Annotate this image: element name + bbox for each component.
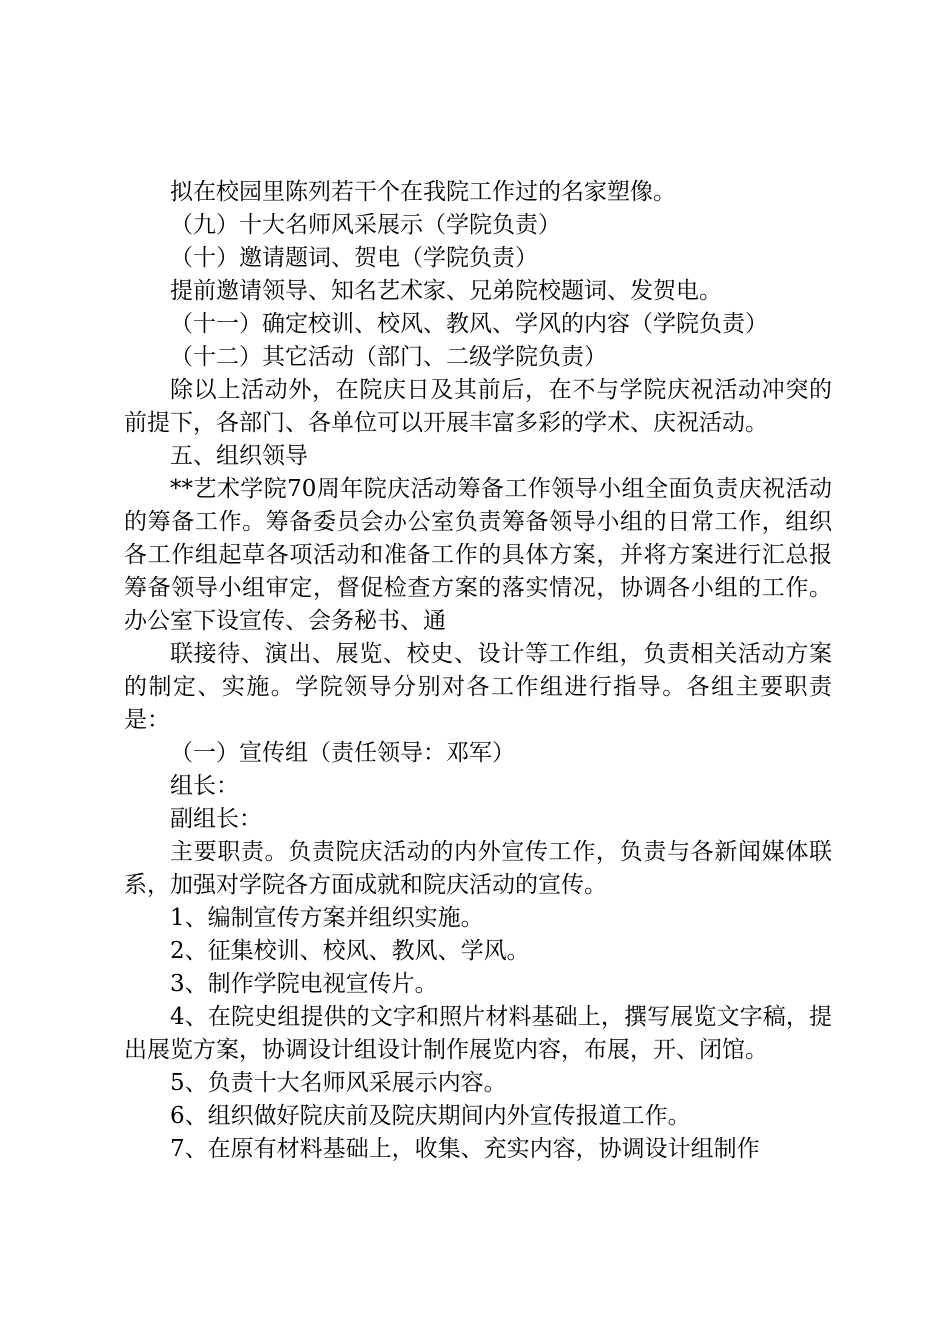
paragraph: （九）十大名师风采展示（学院负责）	[170, 212, 561, 238]
paragraph: **艺术学院70周年院庆活动筹备工作领导小组全面负责庆祝活动的筹备工作。筹备委员会办公室负责筹备领导小组的日常工作，组织各工作组起草各项活动和准备工作的具体方案，并将方案进行汇总报筹备领导小组审定，督促检查方案的落实情况，协调各小组的工作。办公室下设宣传、会务秘书、通	[124, 476, 832, 634]
list-item: 1、编制宣传方案并组织实施。	[170, 905, 484, 931]
paragraph: 组长：	[170, 773, 239, 799]
paragraph: 提前邀请领导、知名艺术家、兄弟院校题词、发贺电。	[170, 278, 722, 304]
list-item: 5、负责十大名师风采展示内容。	[170, 1070, 507, 1096]
paragraph: 除以上活动外，在院庆日及其前后，在不与学院庆祝活动冲突的前提下，各部门、各单位可以开展丰富多彩的学术、庆祝活动。	[124, 377, 832, 436]
list-item: 3、制作学院电视宣传片。	[170, 971, 438, 997]
paragraph: （十二）其它活动（部门、二级学院负责）	[170, 344, 607, 370]
paragraph: （十一）确定校训、校风、教风、学风的内容（学院负责）	[170, 311, 768, 337]
list-item: 6、组织做好院庆前及院庆期间内外宣传报道工作。	[170, 1103, 691, 1129]
section-heading: 五、组织领导	[170, 443, 308, 469]
paragraph: 副组长：	[170, 806, 262, 832]
list-item: 2、征集校训、校风、教风、学风。	[170, 938, 530, 964]
list-item: 4、在院史组提供的文字和照片材料基础上，撰写展览文字稿，提出展览方案，协调设计组设计制作展览内容，布展，开、闭馆。	[124, 1004, 832, 1063]
document-body	[124, 176, 832, 1166]
paragraph: 联接待、演出、展览、校史、设计等工作组，负责相关活动方案的制定、实施。学院领导分别对各工作组进行指导。各组主要职责是：	[124, 641, 832, 733]
list-item: 7、在原有材料基础上，收集、充实内容，协调设计组制作	[170, 1136, 760, 1162]
paragraph: （十）邀请题词、贺电（学院负责）	[170, 245, 538, 271]
paragraph: 主要职责。负责院庆活动的内外宣传工作，负责与各新闻媒体联系，加强对学院各方面成就和院庆活动的宣传。	[124, 839, 832, 898]
subsection-heading: （一）宣传组（责任领导：邓军）	[170, 740, 515, 766]
paragraph: 拟在校园里陈列若干个在我院工作过的名家塑像。	[170, 179, 676, 205]
